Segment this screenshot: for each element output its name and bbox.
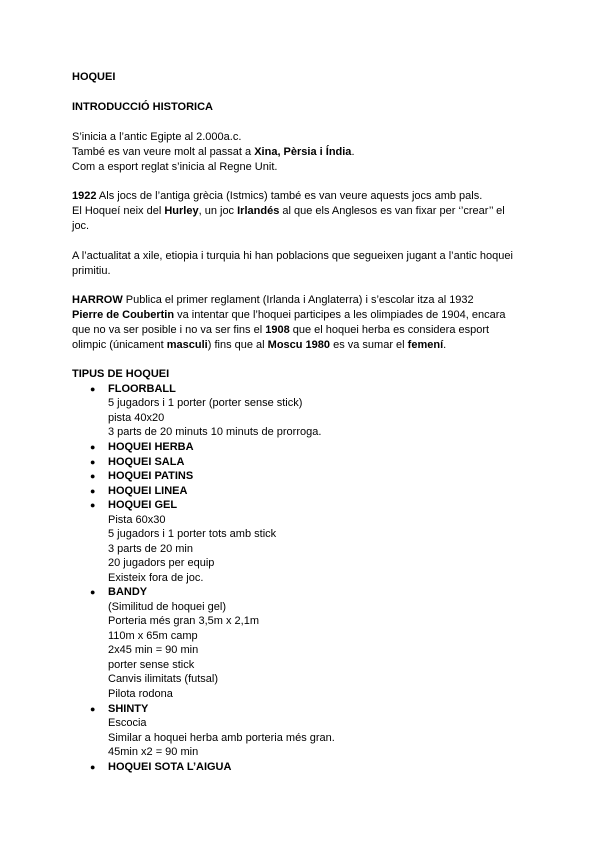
bandy-detail-4: 2x45 min = 90 min	[108, 644, 199, 656]
shinty-detail-1: Escocia	[108, 717, 147, 729]
type-shinty: SHINTY	[108, 703, 149, 715]
floorball-detail-1: 5 jugadors i 1 porter (porter sense stick)	[108, 397, 303, 409]
bullet-icon: ●	[90, 762, 96, 772]
intro-line-2: També es van veure molt al passat a Xina, Pèrsia i Índia.	[72, 146, 355, 158]
bandy-detail-7: Pilota rodona	[108, 688, 173, 700]
history-line-2: El Hoqueí neix del Hurley, un joc Irlandés al que els Anglesos es van fixar per ‘’crear’’ el	[72, 205, 505, 217]
gel-detail-4: 20 jugadors per equip	[108, 557, 215, 569]
harrow-line-3: que no va ser posible i no va ser fins el 1908 que el hoquei herba es considera esport	[72, 324, 490, 336]
type-hoquei-patins: HOQUEI PATINS	[108, 470, 194, 482]
bullet-icon: ●	[90, 384, 96, 394]
gel-detail-3: 3 parts de 20 min	[108, 543, 193, 555]
gel-detail-5: Existeix fora de joc.	[108, 572, 204, 584]
bullet-icon: ●	[90, 486, 96, 496]
bullet-icon: ●	[90, 442, 96, 452]
shinty-detail-2: Similar a hoquei herba amb porteria més gran.	[108, 732, 335, 744]
type-hoquei-sota-aigua: HOQUEI SOTA L’AIGUA	[108, 761, 232, 773]
shinty-detail-3: 45min x2 = 90 min	[108, 746, 199, 758]
type-hoquei-gel: HOQUEI GEL	[108, 499, 178, 511]
history-line-3: joc.	[72, 220, 90, 232]
harrow-line-4: olimpic (únicament masculi) fins que al Moscu 1980 es va sumar el femení.	[72, 339, 447, 351]
bandy-detail-3: 110m x 65m camp	[108, 630, 198, 642]
harrow-line-2: Pierre de Coubertin va intentar que l’hoquei participes a les olimpiades de 1904, encara	[72, 309, 506, 321]
intro-heading: INTRODUCCIÓ HISTORICA	[72, 101, 213, 113]
bullet-icon: ●	[90, 471, 96, 481]
intro-line-3: Com a esport reglat s’inicia al Regne Unit.	[72, 161, 278, 173]
floorball-detail-3: 3 parts de 20 minuts 10 minuts de prorroga.	[108, 426, 322, 438]
type-floorball: FLOORBALL	[108, 383, 176, 395]
current-line-2: primitiu.	[72, 265, 111, 277]
bandy-detail-2: Porteria més gran 3,5m x 2,1m	[108, 615, 260, 627]
types-heading: TIPUS DE HOQUEI	[72, 368, 170, 380]
history-line-1: 1922 Als jocs de l’antiga grècia (Istmics) també es van veure aquests jocs amb pals.	[72, 190, 483, 202]
type-hoquei-sala: HOQUEI SALA	[108, 456, 185, 468]
harrow-line-1: HARROW Publica el primer reglament (Irlanda i Anglaterra) i s’escolar itza al 1932	[72, 294, 474, 306]
gel-detail-1: Pista 60x30	[108, 514, 166, 526]
bullet-icon: ●	[90, 704, 96, 714]
document-title: HOQUEI	[72, 71, 116, 83]
bullet-icon: ●	[90, 457, 96, 467]
bandy-detail-1: (Similitud de hoquei gel)	[108, 601, 227, 613]
type-hoquei-herba: HOQUEI HERBA	[108, 441, 194, 453]
gel-detail-2: 5 jugadors i 1 porter tots amb stick	[108, 528, 277, 540]
bandy-detail-6: Canvis ilimitats (futsal)	[108, 673, 219, 685]
type-bandy: BANDY	[108, 586, 148, 598]
current-line-1: A l’actualitat a xile, etiopia i turquia hi han poblacions que segueixen jugant a l’antic hoquei	[72, 250, 513, 262]
floorball-detail-2: pista 40x20	[108, 412, 165, 424]
type-hoquei-linea: HOQUEI LINEA	[108, 485, 188, 497]
bullet-icon: ●	[90, 587, 96, 597]
bullet-icon: ●	[90, 500, 96, 510]
intro-line-1: S’inicia a l’antic Egipte al 2.000a.c.	[72, 131, 242, 143]
bandy-detail-5: porter sense stick	[108, 659, 195, 671]
